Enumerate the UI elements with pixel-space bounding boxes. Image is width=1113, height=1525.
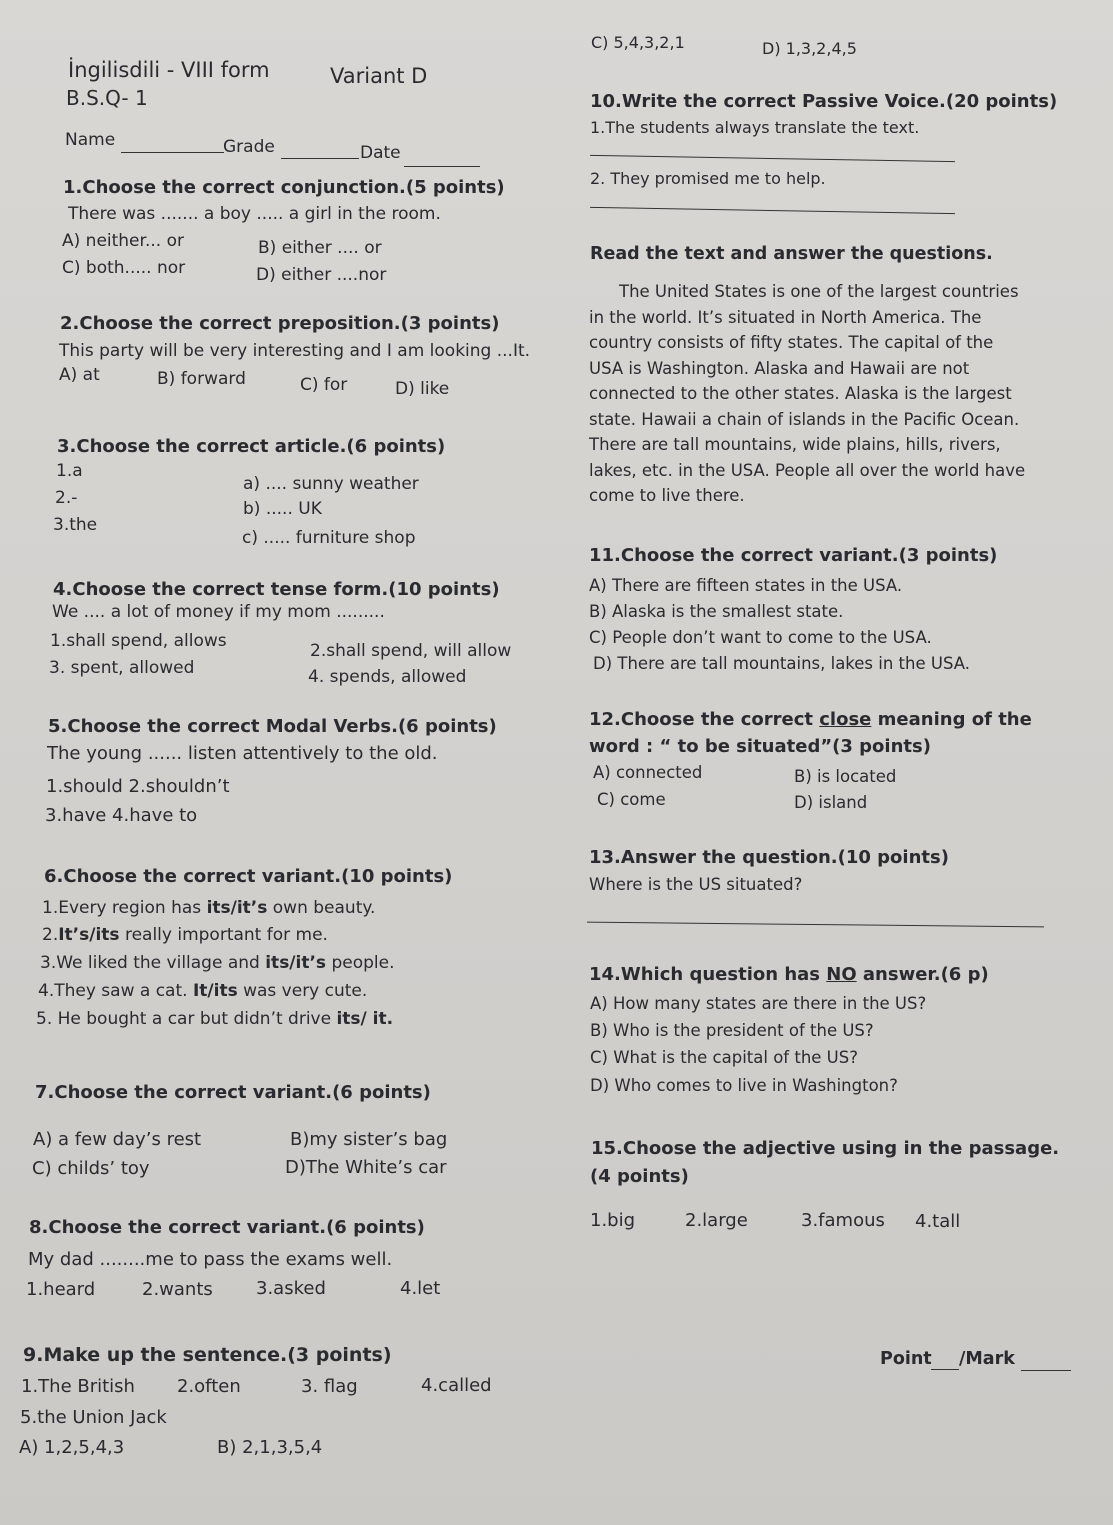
q6-item-text: people. <box>326 953 395 973</box>
q9-title: 9.Make up the sentence.(3 points) <box>23 1344 392 1366</box>
q3-right-a: a) .... sunny weather <box>243 474 419 494</box>
grade-label: Grade <box>223 137 275 157</box>
q1-option-a[interactable]: A) neither... or <box>62 231 184 251</box>
q9-word-3: 3. flag <box>301 1376 358 1397</box>
q14-title-keyword: NO <box>826 964 857 985</box>
reading-passage <box>589 279 1029 509</box>
q14-option-b[interactable]: B) Who is the president of the US? <box>590 1021 874 1040</box>
q8-title: 8.Choose the correct variant.(6 points) <box>29 1217 425 1238</box>
point-blank[interactable] <box>931 1369 959 1370</box>
q6-item-3[interactable] <box>40 953 394 973</box>
mark-blank[interactable] <box>1021 1370 1071 1371</box>
q10-answer-line-2[interactable] <box>590 207 955 214</box>
q6-item-4[interactable] <box>38 981 367 1001</box>
q14-title-text: 14.Which question has <box>589 964 827 985</box>
test-code: B.S.Q- 1 <box>66 86 148 110</box>
reading-title: Read the text and answer the questions. <box>590 244 993 264</box>
q13-title: 13.Answer the question.(10 points) <box>589 847 949 868</box>
q12-title-line2: word : “ to be situated”(3 points) <box>589 736 931 757</box>
q3-title: 3.Choose the correct article.(6 points) <box>57 436 446 457</box>
q11-option-c[interactable]: C) People don’t want to come to the USA. <box>589 628 932 647</box>
q7-title: 7.Choose the correct variant.(6 points) <box>35 1082 431 1103</box>
q6-item-text: 3.We liked the village and <box>40 953 266 973</box>
q15-option-3[interactable]: 3.famous <box>801 1210 885 1231</box>
q1-option-c[interactable]: C) both..... nor <box>62 258 186 278</box>
q1-option-d[interactable]: D) either ....nor <box>256 265 387 285</box>
q9-option-c[interactable]: C) 5,4,3,2,1 <box>591 33 685 52</box>
q4-prompt: We .... a lot of money if my mom ......... <box>52 602 385 622</box>
q15-points: (4 points) <box>590 1166 689 1187</box>
q4-option-1[interactable]: 1.shall spend, allows <box>50 631 227 651</box>
q7-option-c[interactable]: C) childs’ toy <box>32 1158 150 1179</box>
q1-prompt: There was ....... a boy ..... a girl in the room. <box>68 204 441 224</box>
q4-title: 4.Choose the correct tense form.(10 points) <box>53 579 500 600</box>
q5-options-row1[interactable]: 1.should 2.shouldn’t <box>46 776 230 797</box>
q2-title: 2.Choose the correct preposition.(3 points) <box>60 313 500 334</box>
q15-option-1[interactable]: 1.big <box>590 1210 636 1231</box>
q6-item-5[interactable] <box>36 1009 393 1029</box>
q9-option-d[interactable]: D) 1,3,2,4,5 <box>762 39 857 58</box>
q15-option-4[interactable]: 4.tall <box>915 1211 961 1232</box>
date-label: Date <box>360 143 401 163</box>
q10-item-1: 1.The students always translate the text. <box>590 118 920 137</box>
q3-left-3: 3.the <box>53 515 98 535</box>
q2-prompt: This party will be very interesting and I am looking ...It. <box>59 341 531 361</box>
q8-option-3[interactable]: 3.asked <box>256 1278 326 1299</box>
q3-right-b: b) ..... UK <box>243 499 322 519</box>
q4-option-4[interactable]: 4. spends, allowed <box>308 667 467 687</box>
q1-option-b[interactable]: B) either .... or <box>258 238 382 258</box>
q11-option-b[interactable]: B) Alaska is the smallest state. <box>589 602 844 621</box>
q14-title <box>589 965 989 985</box>
q6-item-text: own beauty. <box>267 898 376 918</box>
q12-title-text: meaning of the <box>871 709 1032 730</box>
q14-option-c[interactable]: C) What is the capital of the US? <box>590 1048 858 1067</box>
q8-prompt: My dad ........me to pass the exams well. <box>28 1249 393 1270</box>
q9-word-2: 2.often <box>177 1376 241 1397</box>
q9-word-5: 5.the Union Jack <box>20 1407 167 1428</box>
q15-title: 15.Choose the adjective using in the passage. <box>591 1138 1060 1159</box>
q2-option-b[interactable]: B) forward <box>157 369 246 389</box>
q6-item-choice: its/ it. <box>336 1009 394 1029</box>
q4-option-3[interactable]: 3. spent, allowed <box>49 658 195 678</box>
variant-label: Variant D <box>330 64 428 88</box>
point-label: Point <box>880 1349 932 1369</box>
q14-option-a[interactable]: A) How many states are there in the US? <box>590 994 927 1013</box>
q8-option-1[interactable]: 1.heard <box>26 1279 96 1300</box>
q7-option-d[interactable]: D)The White’s car <box>285 1157 447 1178</box>
q4-option-2[interactable]: 2.shall spend, will allow <box>310 641 512 661</box>
q1-title: 1.Choose the correct conjunction.(5 points) <box>63 177 505 198</box>
q6-item-choice: It’s/its <box>58 925 120 945</box>
date-blank[interactable] <box>404 166 480 167</box>
q12-title-keyword: close <box>819 709 872 730</box>
q5-title: 5.Choose the correct Modal Verbs.(6 points) <box>48 716 497 737</box>
q6-item-text: was very cute. <box>237 981 368 1001</box>
grade-blank[interactable] <box>281 158 359 159</box>
q13-answer-line[interactable] <box>587 922 1044 928</box>
q5-options-row2[interactable]: 3.have 4.have to <box>45 805 198 826</box>
q6-item-text: 1.Every region has <box>42 898 207 918</box>
q6-item-choice: It/its <box>192 981 238 1001</box>
q6-title: 6.Choose the correct variant.(10 points) <box>44 866 453 887</box>
q6-item-1[interactable] <box>42 898 375 918</box>
q12-title <box>589 710 1032 730</box>
q12-option-a[interactable]: A) connected <box>593 763 703 782</box>
q10-title: 10.Write the correct Passive Voice.(20 points) <box>590 91 1058 112</box>
name-label: Name <box>65 130 116 150</box>
q2-option-a[interactable]: A) at <box>59 365 100 385</box>
q3-right-c: c) ..... furniture shop <box>242 528 416 548</box>
q6-item-text: 4.They saw a cat. <box>38 981 193 1001</box>
q12-title-text: 12.Choose the correct <box>589 709 820 730</box>
q5-prompt: The young ...... listen attentively to the old. <box>47 743 438 764</box>
q10-answer-line-1[interactable] <box>590 155 955 162</box>
q2-option-c[interactable]: C) for <box>300 375 348 395</box>
q6-item-text: 2. <box>42 925 59 945</box>
q9-option-b[interactable]: B) 2,1,3,5,4 <box>217 1437 323 1458</box>
q2-option-d[interactable]: D) like <box>395 379 450 399</box>
q3-left-1: 1.a <box>56 461 83 481</box>
q14-option-d[interactable]: D) Who comes to live in Washington? <box>590 1076 898 1095</box>
q8-option-4[interactable]: 4.let <box>400 1278 441 1299</box>
q6-item-choice: its/it’s <box>206 898 268 918</box>
q9-option-a[interactable]: A) 1,2,5,4,3 <box>19 1437 125 1458</box>
q11-title: 11.Choose the correct variant.(3 points) <box>589 545 998 566</box>
q15-option-2[interactable]: 2.large <box>685 1210 748 1231</box>
q10-item-2: 2. They promised me to help. <box>590 169 826 188</box>
q11-option-d[interactable]: D) There are tall mountains, lakes in the USA. <box>593 654 970 673</box>
subject-title: İngilisdili - VIII form <box>68 58 270 82</box>
q8-option-2[interactable]: 2.wants <box>142 1279 213 1300</box>
q3-left-2: 2.- <box>55 488 78 508</box>
q9-word-4: 4.called <box>421 1375 492 1396</box>
q12-option-c[interactable]: C) come <box>597 790 666 809</box>
q11-option-a[interactable]: A) There are fifteen states in the USA. <box>589 576 903 595</box>
q6-item-2[interactable] <box>42 925 328 945</box>
q7-option-a[interactable]: A) a few day’s rest <box>33 1129 202 1150</box>
q12-option-d[interactable]: D) island <box>794 793 868 812</box>
q14-title-text: answer.(6 p) <box>856 964 989 985</box>
q9-word-1: 1.The British <box>21 1376 135 1397</box>
q6-item-text: 5. He bought a car but didn’t drive <box>36 1009 337 1029</box>
q12-option-b[interactable]: B) is located <box>794 767 897 786</box>
q6-item-text: really important for me. <box>119 925 328 945</box>
q7-option-b[interactable]: B)my sister’s bag <box>290 1129 448 1150</box>
mark-label: /Mark <box>959 1349 1015 1369</box>
name-blank[interactable] <box>121 152 224 153</box>
reading-text: The United States is one of the largest countries in the world. It’s situated in North America. The country consists of fifty states. The capital of the USA is Washington. Alaska and Hawaii are not connected to the other states. Alaska is the largest state. Hawaii a chain of islands in the Pacific Ocean. There are tall mountains, wide plains, hills, rivers, lakes, etc. in the USA. People all over the world have come to live there. <box>589 282 1026 505</box>
q6-item-choice: its/it’s <box>265 953 327 973</box>
q13-prompt: Where is the US situated? <box>589 875 803 894</box>
